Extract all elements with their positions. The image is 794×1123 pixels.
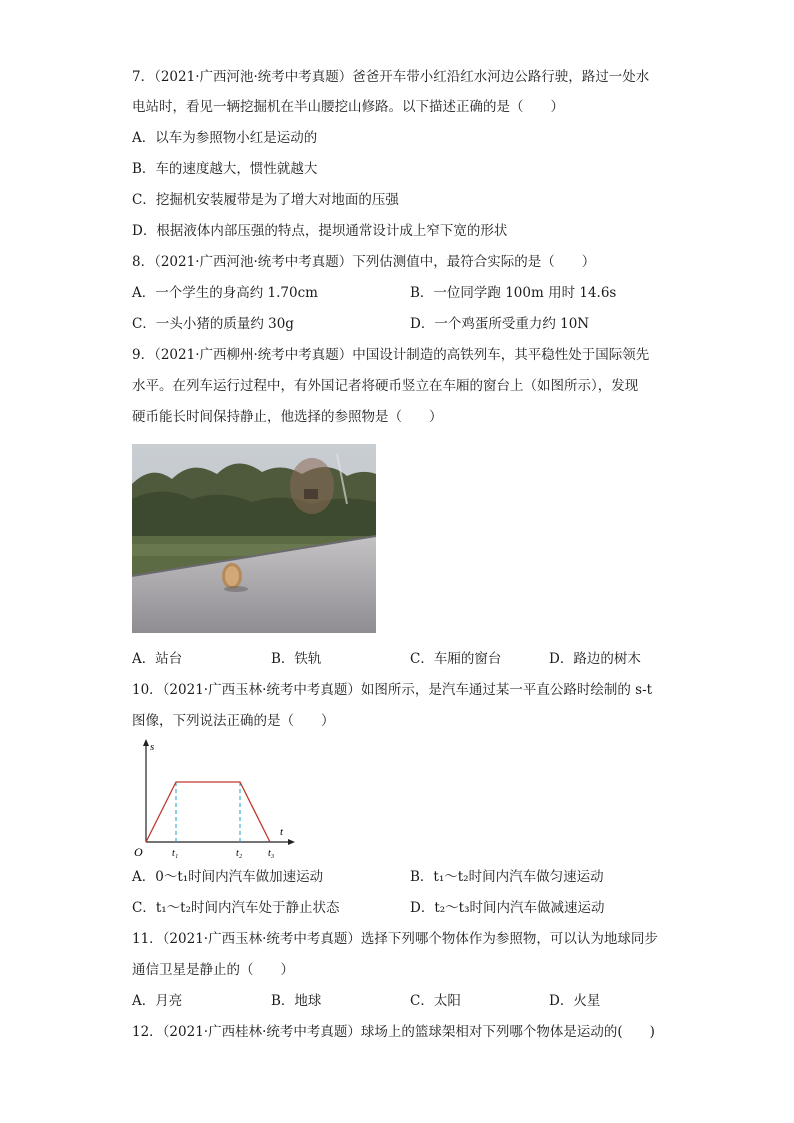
q10-option-d: D．t₂～t₃时间内汽车做减速运动 [410,900,605,916]
train-window-coin-photo [132,444,376,633]
q7-option-c: C．挖掘机安装履带是为了增大对地面的压强 [132,192,399,208]
q9-option-c: C．车厢的窗台 [410,651,502,667]
q7-option-a: A．以车为参照物小红是运动的 [132,130,318,146]
q9-option-a: A．站台 [132,651,183,667]
q11-stem-line-1: 11．（2021·广西玉林·统考中考真题）选择下列哪个物体作为参照物，可以认为地球同步 [132,931,658,947]
q9-option-b: B．铁轨 [271,651,322,667]
tick-t1: t₁ [172,848,179,859]
q9-stem-line-2: 水平。在列车运行过程中，有外国记者将硬币竖立在车厢的窗台上（如图所示），发现 [132,378,639,394]
q10-option-c: C．t₁～t₂时间内汽车处于静止状态 [132,900,340,916]
q8-option-a: A．一个学生的身高约 1.70cm [132,285,318,301]
origin-label: O [134,845,143,859]
q7-option-b: B．车的速度越大，惯性就越大 [132,161,318,177]
q9-option-d: D．路边的树木 [549,651,641,667]
t-axis-arrow-icon [288,839,295,845]
st-graph [128,734,298,862]
q10-stem-line-2: 图像，下列说法正确的是（ ） [132,713,335,729]
q7-stem-line-1: 7．（2021·广西河池·统考中考真题）爸爸开车带小红沿红水河边公路行驶，路过一处水 [132,69,650,85]
st-curve [146,782,270,842]
q7-stem-line-2: 电站时，看见一辆挖掘机在半山腰挖山修路。以下描述正确的是（ ） [132,99,564,115]
q11-option-a: A．月亮 [132,993,183,1009]
q12-stem-line-1: 12．（2021·广西桂林·统考中考真题）球场上的篮球架相对下列哪个物体是运动的( ) [132,1024,655,1040]
tick-t2: t₂ [236,848,243,859]
coin-photo-illustration [132,444,376,633]
q10-stem-line-1: 10．（2021·广西玉林·统考中考真题）如图所示，是汽车通过某一平直公路时绘制的 s-t [132,682,653,698]
q8-stem-line-1: 8．（2021·广西河池·统考中考真题）下列估测值中，最符合实际的是（ ） [132,254,596,270]
tick-t3: t₃ [268,848,275,859]
q9-stem-line-1: 9．（2021·广西柳州·统考中考真题）中国设计制造的高铁列车，其平稳性处于国际领先 [132,347,650,363]
q11-option-d: D．火星 [549,993,601,1009]
q9-stem-line-3: 硬币能长时间保持静止，他选择的参照物是（ ） [132,409,443,425]
s-axis-arrow-icon [143,739,149,746]
s-axis-label: s [150,741,155,753]
q11-stem-line-2: 通信卫星是静止的（ ） [132,962,294,978]
q7-option-d: D．根据液体内部压强的特点，提坝通常设计成上窄下宽的形状 [132,223,508,239]
q10-option-a: A．0～t₁时间内汽车做加速运动 [132,869,324,885]
q10-option-b: B．t₁～t₂时间内汽车做匀速运动 [410,869,604,885]
q8-option-d: D．一个鸡蛋所受重力约 10N [410,316,590,332]
q8-option-b: B．一位同学跑 100m 用时 14.6s [410,285,617,301]
t-axis-label: t [280,826,284,838]
q8-option-c: C．一头小猪的质量约 30g [132,316,294,332]
q11-option-c: C．太阳 [410,993,461,1009]
q11-option-b: B．地球 [271,993,322,1009]
